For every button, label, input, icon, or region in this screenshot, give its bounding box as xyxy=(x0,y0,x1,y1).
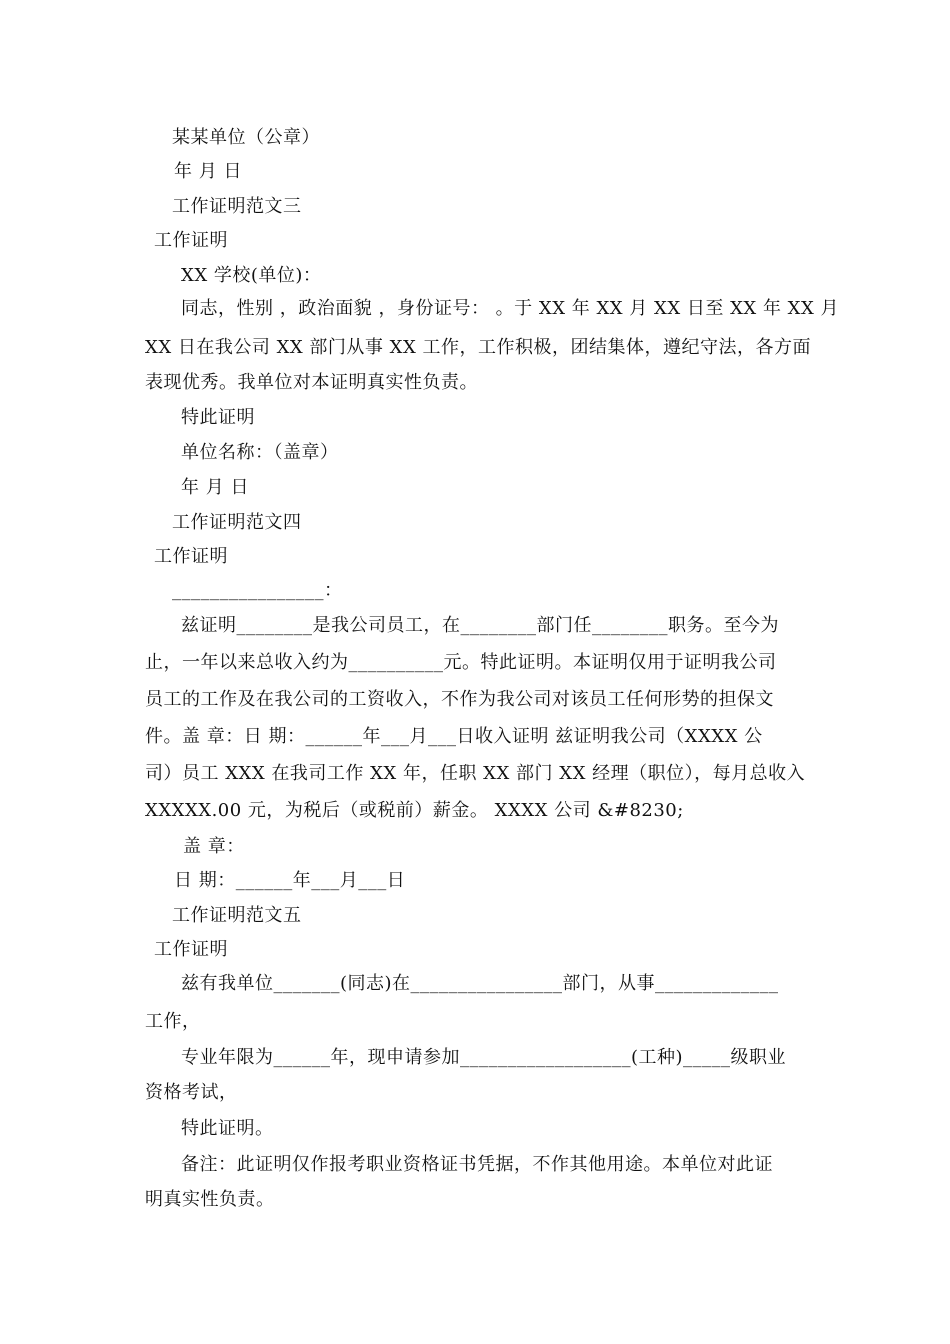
certificate-heading: 工作证明 xyxy=(154,939,228,960)
addressee-line: XX 学校(单位)： xyxy=(181,265,322,286)
section-title-5: 工作证明范文五 xyxy=(172,905,302,926)
paragraph-line: 资格考试， xyxy=(145,1082,238,1103)
paragraph-line: 表现优秀。我单位对本证明真实性负责。 xyxy=(145,372,478,393)
certificate-heading: 工作证明 xyxy=(154,230,228,251)
note-line: 备注：此证明仅作报考职业资格证书凭据，不作其他用途。本单位对此证 xyxy=(181,1154,773,1175)
unit-name-line: 单位名称：（盖章） xyxy=(181,442,339,463)
note-line: 明真实性负责。 xyxy=(145,1189,275,1210)
paragraph-line: 专业年限为______年，现申请参加__________________(工种)_____级职业 xyxy=(181,1047,787,1068)
closing-line: 特此证明 xyxy=(181,407,255,428)
company-seal-line: 某某单位（公章） xyxy=(172,127,320,148)
paragraph-line: 司）员工 XXX 在我司工作 XX 年，任职 XX 部门 XX 经理（职位），每月总收入 xyxy=(145,763,806,784)
paragraph-line: 兹有我单位_______(同志)在________________部门，从事_____________ xyxy=(181,973,779,994)
paragraph-line: 止，一年以来总收入约为__________元。特此证明。本证明仅用于证明我公司 xyxy=(145,652,777,673)
paragraph-line: 员工的工作及在我公司的工资收入，不作为我公司对该员工任何形势的担保文 xyxy=(145,689,774,710)
closing-line: 特此证明。 xyxy=(181,1118,274,1139)
section-title-4: 工作证明范文四 xyxy=(172,512,302,533)
addressee-blank-line: ________________： xyxy=(172,580,343,601)
section-title-3: 工作证明范文三 xyxy=(172,196,302,217)
paragraph-line: 件。盖 章：日 期：______年___月___日收入证明 兹证明我公司（XXXX 公 xyxy=(145,726,763,747)
date-line: 年 月 日 xyxy=(181,477,249,498)
certificate-heading: 工作证明 xyxy=(154,546,228,567)
date-line: 日 期：______年___月___日 xyxy=(174,870,406,891)
seal-line: 盖 章： xyxy=(183,836,245,857)
date-line: 年 月 日 xyxy=(174,161,242,182)
paragraph-line: 同志，性别 ，政治面貌 ，身份证号： 。于 XX 年 XX 月 XX 日至 XX 年 XX 月 xyxy=(181,298,840,319)
paragraph-line: XX 日在我公司 XX 部门从事 XX 工作，工作积极，团结集体，遵纪守法，各方面 xyxy=(145,337,811,358)
paragraph-line: 兹证明________是我公司员工，在________部门任________职务。至今为 xyxy=(181,615,779,636)
paragraph-line: XXXXX.00 元，为税后（或税前）薪金。 XXXX 公司 &#8230; xyxy=(145,800,684,821)
paragraph-line: 工作， xyxy=(145,1011,201,1032)
